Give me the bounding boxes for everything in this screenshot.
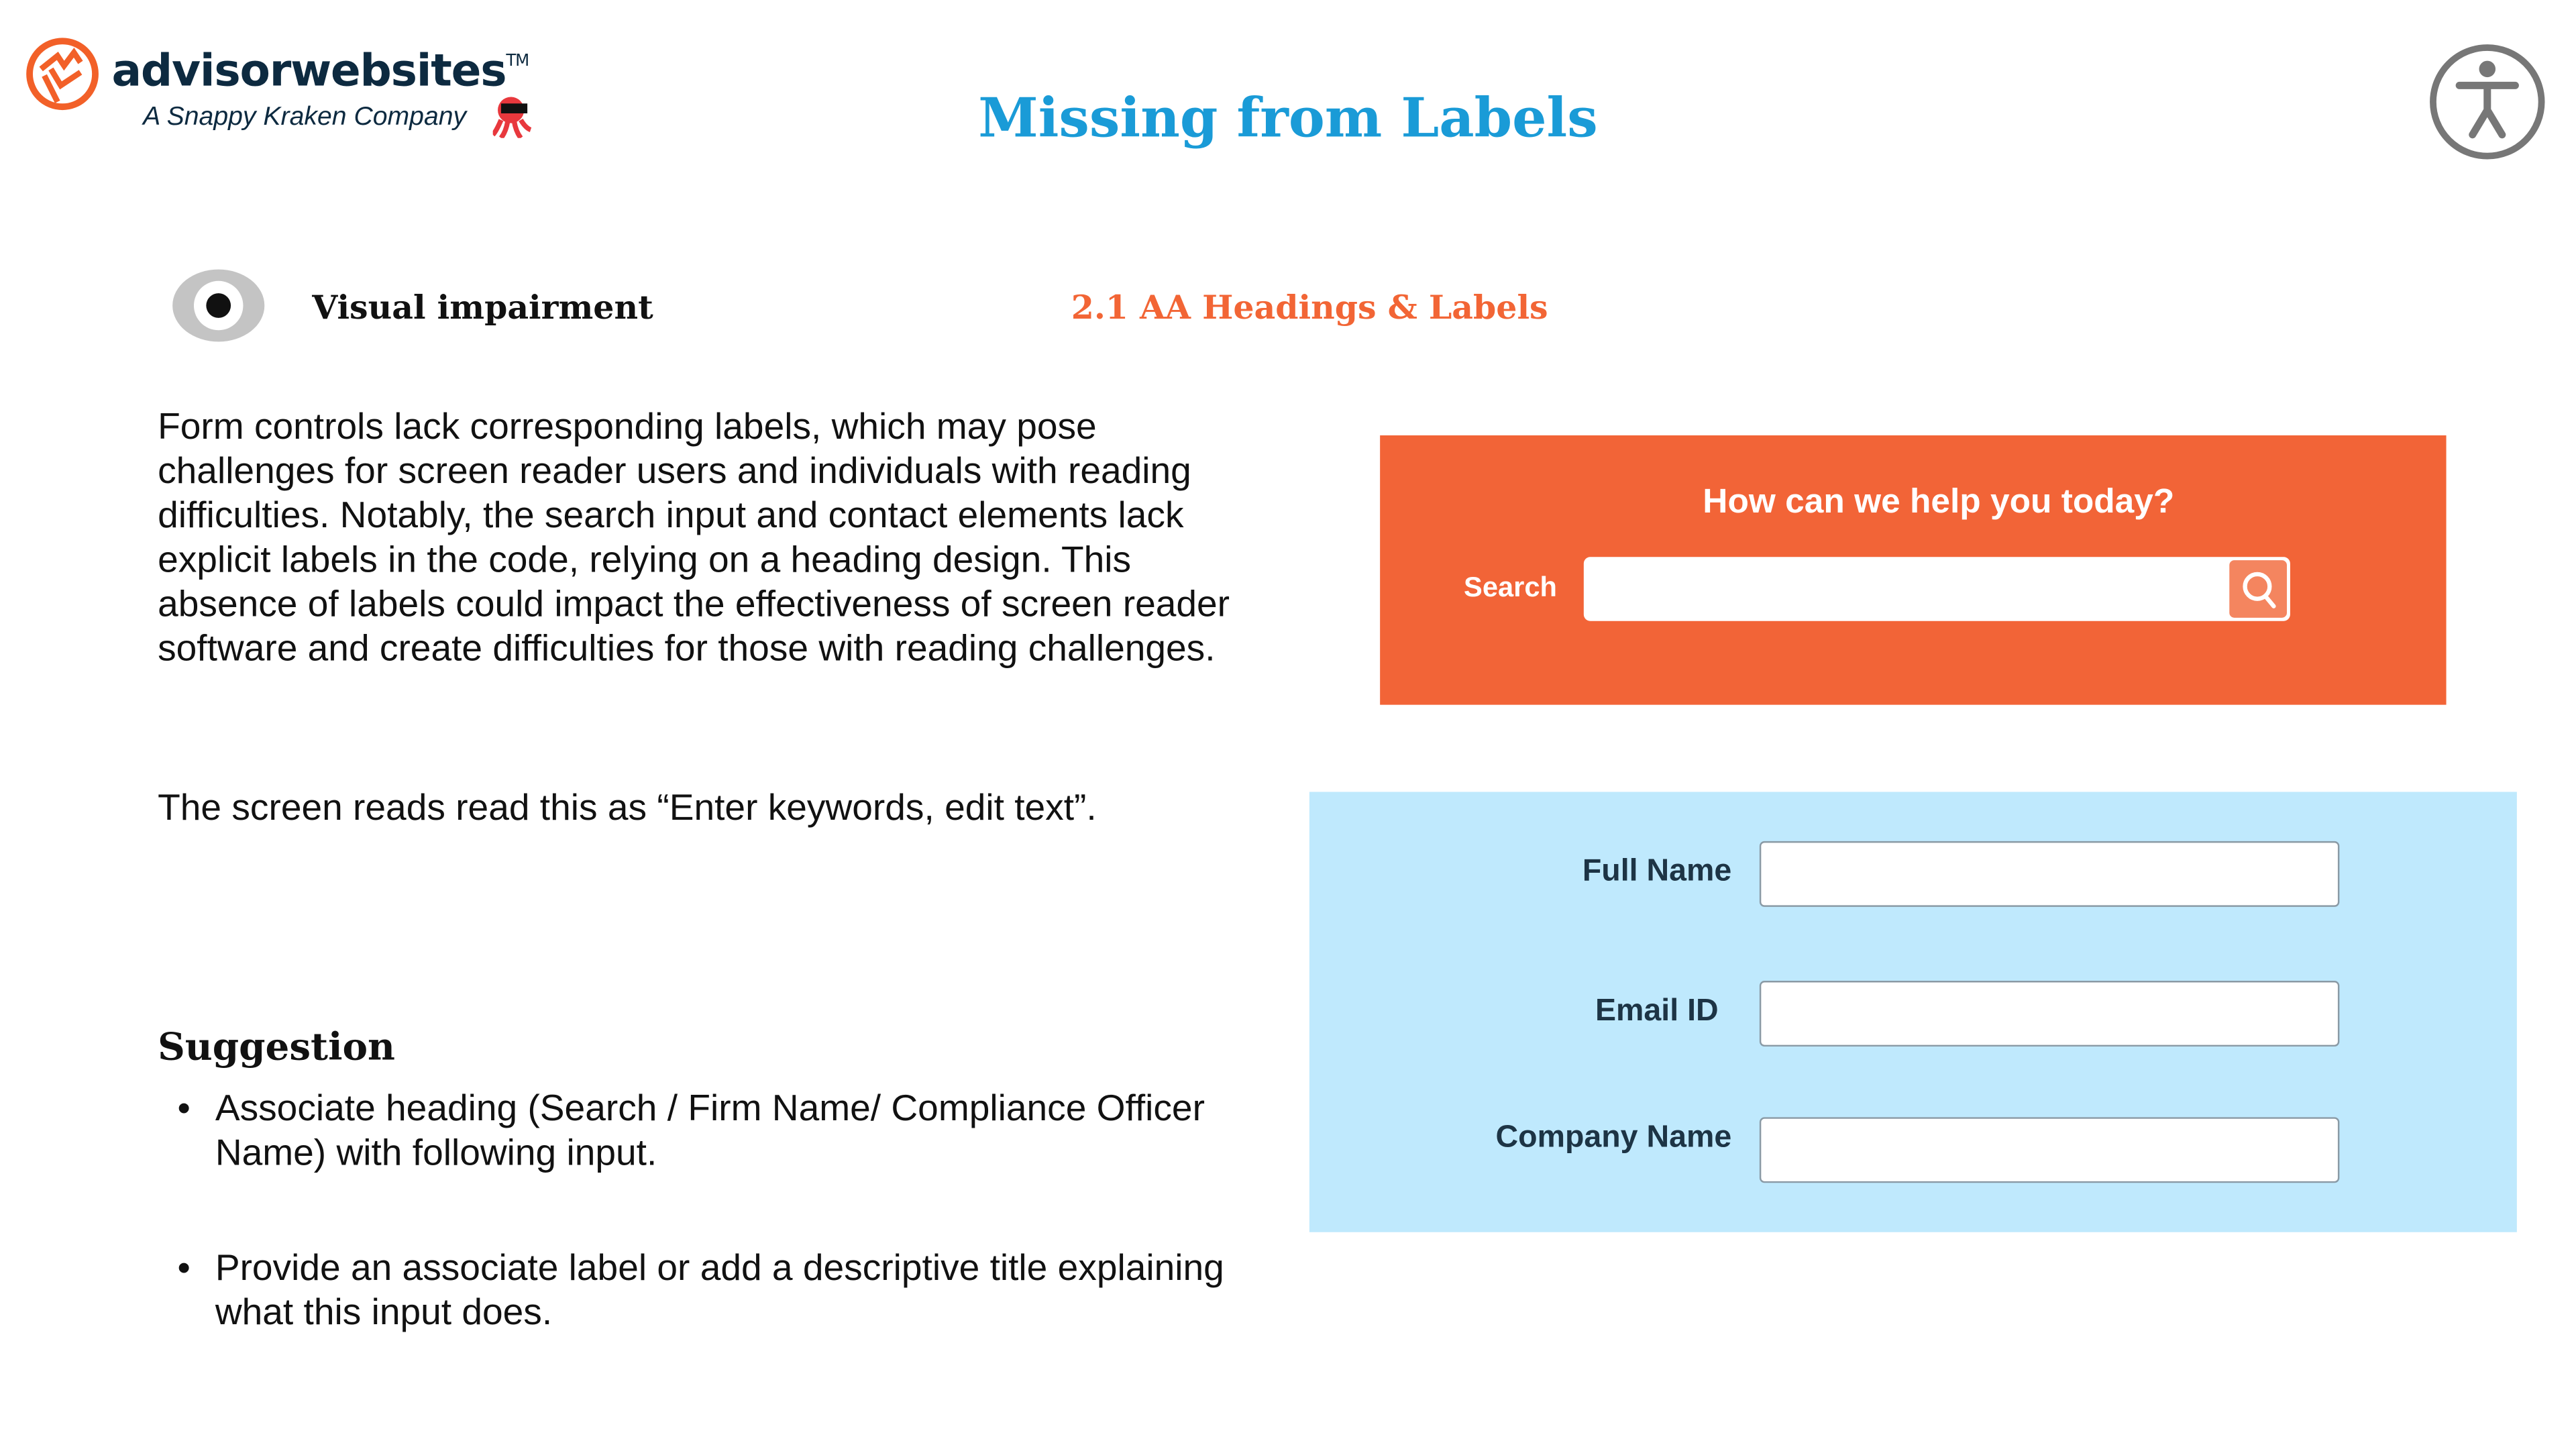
email-input[interactable] [1760, 981, 2339, 1046]
wcag-criterion: 2.1 AA Headings & Labels [1071, 287, 1548, 327]
company-name-label: Company Name [1495, 1120, 1732, 1155]
impairment-label: Visual impairment [312, 287, 653, 327]
brand-tagline: A Snappy Kraken Company [143, 103, 467, 131]
search-label: Search [1464, 572, 1557, 603]
screen-reader-note: The screen reads read this as “Enter keywords, edit text”. [158, 787, 1097, 828]
search-icon [2239, 570, 2278, 609]
suggestion-item: • Provide an associate label or add a descriptive title explaining what this input does. [177, 1246, 1224, 1333]
full-name-label: Full Name [1582, 854, 1732, 889]
suggestion-text: Provide an associate label or add a descriptive title explaining what this input does. [215, 1246, 1224, 1333]
page-title: Missing from Labels [978, 85, 1598, 150]
issue-description: Form controls lack corresponding labels, which may pose challenges for screen reader users and individuals with reading difficulties. Notably, the search input and contact elements lack explicit labels in the code, relying on a heading design. This absence of labels could impact the effectiveness of screen reader software and create difficulties for those with reading challenges. [158, 405, 1230, 669]
suggestion-heading: Suggestion [158, 1025, 396, 1070]
brand-name: advisorwebsites™ [111, 46, 529, 97]
company-name-input[interactable] [1760, 1117, 2339, 1183]
suggestion-text: Associate heading (Search / Firm Name/ Compliance Officer Name) with following input. [215, 1087, 1205, 1173]
search-heading: How can we help you today? [1703, 483, 2175, 521]
search-input[interactable] [1584, 557, 2290, 621]
email-label: Email ID [1595, 994, 1719, 1029]
search-button[interactable] [2228, 559, 2289, 620]
eye-icon [171, 268, 266, 343]
full-name-input[interactable] [1760, 841, 2339, 907]
accessibility-icon[interactable] [2426, 41, 2548, 162]
suggestion-item: • Associate heading (Search / Firm Name/ Compliance Officer Name) with following input. [177, 1087, 1205, 1173]
